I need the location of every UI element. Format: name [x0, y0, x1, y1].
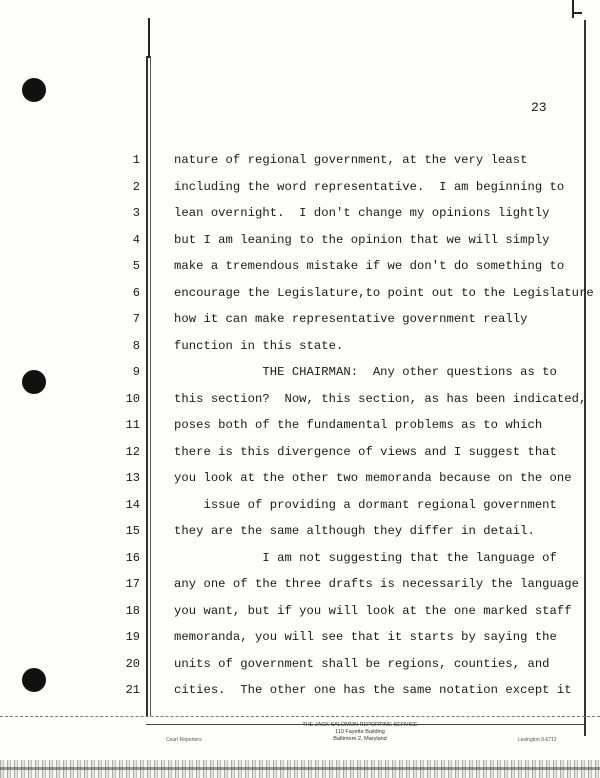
transcript-line	[0, 548, 600, 568]
scan-edge-band	[0, 767, 600, 770]
transcript-line	[0, 256, 600, 276]
line-number: 3	[132, 206, 140, 220]
corner-mark-horizontal	[572, 12, 582, 14]
transcript-line	[0, 627, 600, 647]
transcript-line	[0, 495, 600, 515]
line-number: 8	[132, 338, 140, 353]
page-number: 23	[531, 100, 547, 115]
transcript-line	[0, 389, 600, 409]
line-number: 21	[125, 683, 140, 697]
line-text: encourage the Legislature,to point out to the Legislature	[174, 285, 594, 300]
line-number: 1	[132, 153, 140, 167]
line-number: 13	[125, 471, 140, 485]
reporting-service-address-line-1: 110 Fayette Building	[335, 729, 385, 735]
transcript-line	[0, 468, 600, 488]
reporting-service-name: THE JACK SALOMON REPORTING SERVICE	[302, 722, 418, 728]
line-number: 4	[132, 232, 140, 247]
line-number: 7	[132, 312, 140, 326]
line-number: 10	[125, 391, 140, 406]
transcript-line	[0, 230, 600, 250]
line-text: you want, but if you will look at the one marked staff	[174, 603, 572, 618]
transcript-line	[0, 203, 600, 223]
line-text: any one of the three drafts is necessarily the language	[174, 577, 580, 591]
transcript-line	[0, 362, 600, 382]
line-number: 12	[125, 444, 140, 459]
line-text: issue of providing a dormant regional government	[174, 497, 557, 512]
line-text: poses both of the fundamental problems as to which	[174, 418, 543, 432]
line-number: 17	[125, 577, 140, 591]
line-text: but I am leaning to the opinion that we will simply	[174, 232, 550, 247]
footer-left-note: Court Reporters	[166, 737, 202, 743]
transcript-line	[0, 601, 600, 621]
transcript-line	[0, 150, 600, 170]
line-text: there is this divergence of views and I suggest that	[174, 444, 557, 459]
footer-divider	[0, 716, 600, 717]
corner-mark	[572, 0, 574, 18]
line-number: 11	[125, 418, 140, 432]
line-number: 6	[132, 285, 140, 300]
transcript-line	[0, 574, 600, 594]
line-number: 9	[132, 365, 140, 379]
footer-phone: Lexington 9-6712	[518, 737, 557, 743]
line-text: they are the same although they differ in detail.	[174, 524, 535, 538]
transcript-line	[0, 283, 600, 303]
line-number: 20	[125, 656, 140, 671]
reporting-service-block	[270, 722, 450, 743]
line-number: 5	[132, 259, 140, 273]
line-number: 15	[125, 524, 140, 538]
line-text: how it can make representative government really	[174, 312, 528, 326]
line-number: 18	[125, 603, 140, 618]
line-number: 19	[125, 630, 140, 644]
transcript-line	[0, 177, 600, 197]
line-text: memoranda, you will see that it starts by saying the	[174, 630, 557, 644]
line-text: cities. The other one has the same notation except it	[174, 683, 572, 697]
line-text: this section? Now, this section, as has been indicated,	[174, 391, 587, 406]
line-text: including the word representative. I am beginning to	[174, 179, 565, 194]
line-text: make a tremendous mistake if we don't do something to	[174, 259, 565, 273]
transcript-line	[0, 680, 600, 700]
line-text: you look at the other two memoranda because on the one	[174, 471, 572, 485]
line-text: I am not suggesting that the language of	[174, 550, 557, 565]
top-margin-mark	[148, 18, 150, 58]
transcript-line	[0, 415, 600, 435]
reporting-service-address-line-2: Baltimore 2, Maryland	[333, 736, 387, 742]
transcript-line	[0, 442, 600, 462]
line-number: 16	[125, 550, 140, 565]
line-text: lean overnight. I don't change my opinions lightly	[174, 206, 550, 220]
line-text: THE CHAIRMAN: Any other questions as to	[174, 365, 557, 379]
transcript-line	[0, 521, 600, 541]
transcript-line	[0, 309, 600, 329]
line-number: 14	[125, 497, 140, 512]
transcript-line	[0, 336, 600, 356]
line-text: nature of regional government, at the very least	[174, 153, 528, 167]
punch-hole-icon	[22, 78, 46, 102]
line-text: units of government shall be regions, counties, and	[174, 656, 550, 671]
line-text: function in this state.	[174, 338, 344, 353]
transcript-line	[0, 654, 600, 674]
line-number: 2	[132, 179, 140, 194]
